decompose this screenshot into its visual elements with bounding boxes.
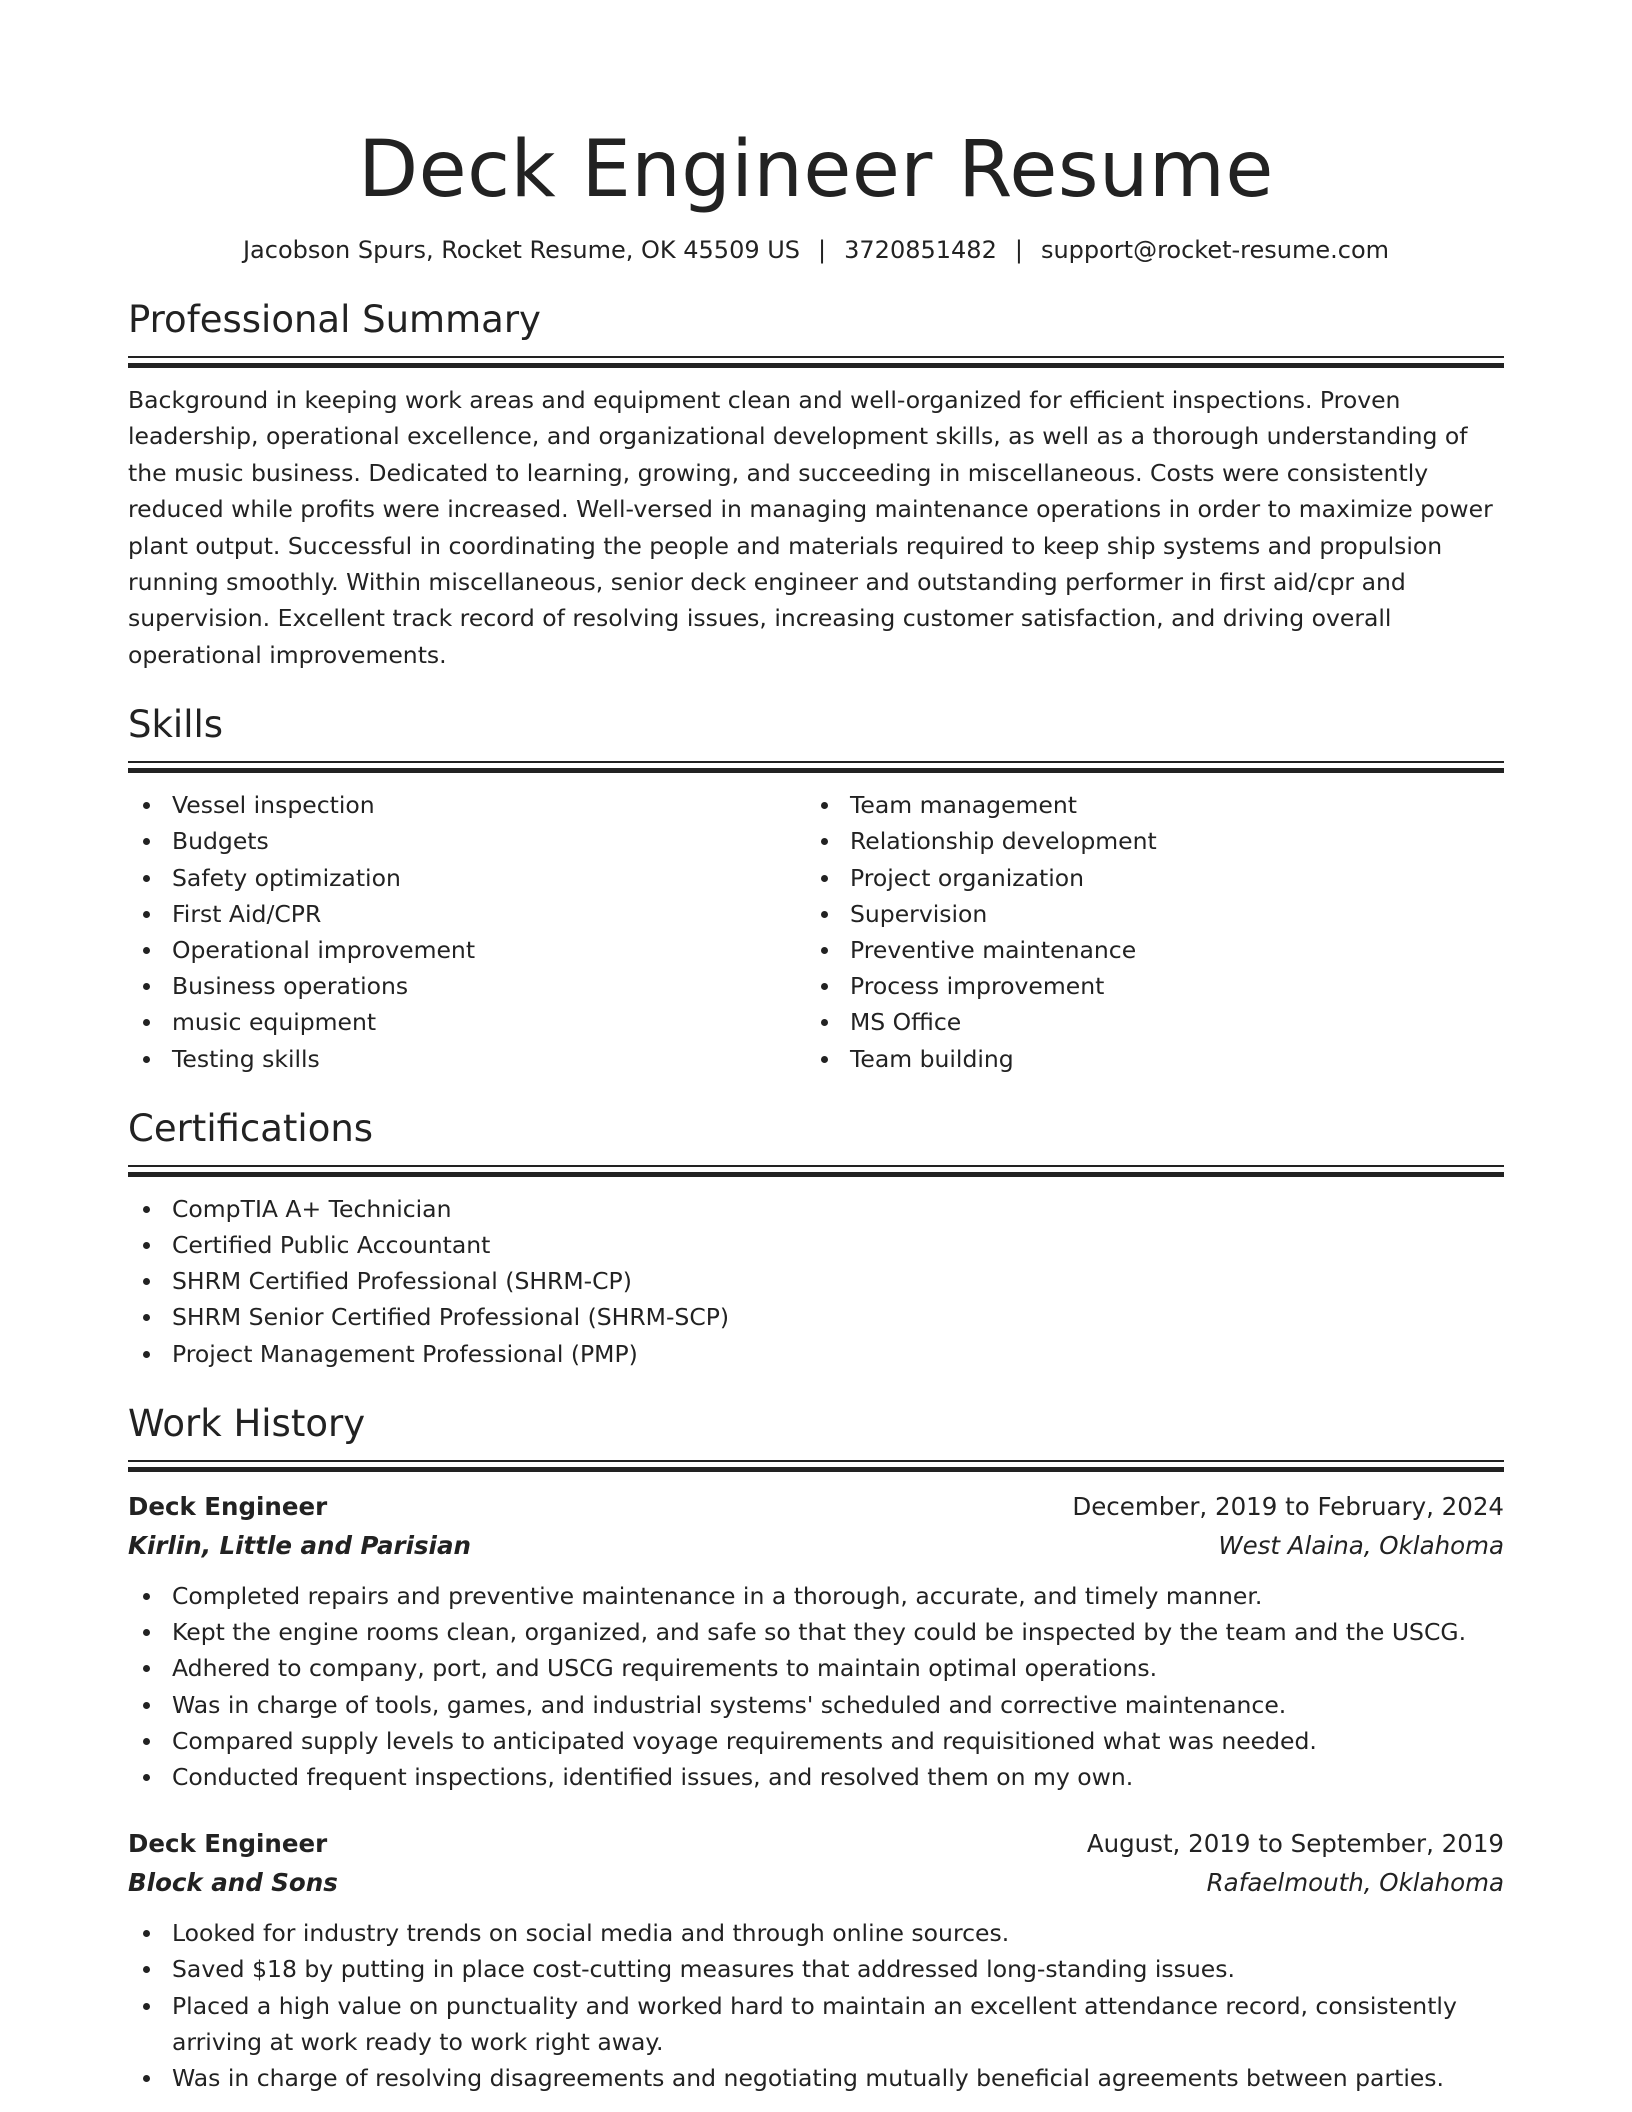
contact-separator: | — [818, 236, 827, 264]
contact-line — [128, 234, 1504, 266]
job-location: West Alaina, Oklahoma — [1218, 1530, 1504, 1560]
skill-item: Testing skills — [128, 1041, 806, 1077]
certification-item: SHRM Senior Certified Professional (SHRM-SCP) — [128, 1299, 1504, 1335]
skills-list-left — [128, 787, 806, 1077]
skill-item: Vessel inspection — [128, 787, 806, 823]
job-duty: Was in charge of tools, games, and industrial systems' scheduled and corrective maintenance. — [128, 1687, 1504, 1723]
skill-item: Business operations — [128, 968, 806, 1004]
job-entry — [128, 1825, 1504, 2096]
skill-item: Team building — [806, 1041, 1484, 1077]
skill-item: music equipment — [128, 1004, 806, 1040]
skill-item: Preventive maintenance — [806, 932, 1484, 968]
skill-item: First Aid/CPR — [128, 896, 806, 932]
job-subheader — [128, 1863, 1504, 1903]
job-duty: Completed repairs and preventive maintenance in a thorough, accurate, and timely manner. — [128, 1578, 1504, 1614]
job-subheader — [128, 1526, 1504, 1566]
resume-title: Deck Engineer Resume — [358, 125, 1274, 215]
certifications-list — [128, 1191, 1504, 1372]
section-title: Professional Summary — [128, 298, 541, 341]
section-title: Certifications — [128, 1106, 374, 1150]
job-location: Rafaelmouth, Oklahoma — [1206, 1868, 1504, 1898]
certification-item: SHRM Certified Professional (SHRM-CP) — [128, 1263, 1504, 1299]
work-history-section — [128, 1400, 1504, 2096]
skill-item: Relationship development — [806, 823, 1484, 859]
job-duty: Saved $18 by putting in place cost-cutting measures that addressed long-standing issues. — [128, 1951, 1504, 1987]
contact-separator: | — [1014, 236, 1023, 264]
job-header — [128, 1825, 1504, 1863]
job-title: Deck Engineer — [128, 1491, 328, 1521]
job-duty: Was in charge of resolving disagreements and negotiating mutually beneficial agreements between parties. — [128, 2060, 1504, 2096]
job-duty: Kept the engine rooms clean, organized, and safe so that they could be inspected by the team and the USCG. — [128, 1614, 1504, 1650]
skill-item: Safety optimization — [128, 860, 806, 896]
job-duty: Conducted frequent inspections, identified issues, and resolved them on my own. — [128, 1759, 1504, 1795]
skill-item: Budgets — [128, 823, 806, 859]
job-duty: Adhered to company, port, and USCG requirements to maintain optimal operations. — [128, 1650, 1504, 1686]
job-duties-list — [128, 1915, 1504, 2096]
skill-item: Project organization — [806, 860, 1484, 896]
job-entry — [128, 1488, 1504, 1795]
contact-phone: 3720851482 — [844, 236, 997, 264]
skill-item: MS Office — [806, 1004, 1484, 1040]
certification-item: Certified Public Accountant — [128, 1227, 1504, 1263]
contact-address: Jacobson Spurs, Rocket Resume, OK 45509 US — [242, 236, 801, 264]
job-company: Kirlin, Little and Parisian — [128, 1530, 471, 1560]
job-title: Deck Engineer — [128, 1829, 328, 1859]
section-divider — [128, 356, 1504, 368]
skills-list-right — [806, 787, 1484, 1077]
section-title: Skills — [128, 703, 224, 747]
skill-item: Process improvement — [806, 968, 1484, 1004]
summary-text: Background in keeping work areas and equipment clean and well-organized for efficient inspections. Proven leadership, operational excellence, and organizational development skills, as well as a thorough understanding of the music business. Dedicated to learning, growing, and succeeding in miscellaneous. Costs were consistently reduced while profits were increased. Well-versed in managing maintenance operations in order to maximize power plant output. Successful in coordinating the people and materials required to keep ship systems and propulsion running smoothly. Within miscellaneous, senior deck engineer and outstanding performer in first aid/cpr and supervision. Excellent track record of resolving issues, increasing customer satisfaction, and driving overall operational improvements. — [128, 386, 1493, 669]
skill-item: Supervision — [806, 896, 1484, 932]
summary-section — [128, 296, 1504, 673]
job-header — [128, 1488, 1504, 1526]
section-title: Work History — [128, 1401, 366, 1445]
skills-section — [128, 701, 1504, 1077]
skills-columns — [128, 787, 1504, 1077]
certifications-section — [128, 1105, 1504, 1372]
section-divider — [128, 1460, 1504, 1472]
skill-item: Team management — [806, 787, 1484, 823]
section-divider — [128, 761, 1504, 773]
certification-item: Project Management Professional (PMP) — [128, 1336, 1504, 1372]
job-duties-list — [128, 1578, 1504, 1795]
resume-content — [128, 0, 1504, 2096]
job-duty: Placed a high value on punctuality and worked hard to maintain an excellent attendance record, consistently arriving at work ready to work right away. — [128, 1988, 1504, 2060]
job-duty: Looked for industry trends on social media and through online sources. — [128, 1915, 1504, 1951]
job-dates: December, 2019 to February, 2024 — [1072, 1491, 1504, 1521]
skill-item: Operational improvement — [128, 932, 806, 968]
job-duty: Compared supply levels to anticipated voyage requirements and requisitioned what was needed. — [128, 1723, 1504, 1759]
certification-item: CompTIA A+ Technician — [128, 1191, 1504, 1227]
job-company: Block and Sons — [128, 1868, 338, 1898]
contact-email: support@rocket-resume.com — [1040, 236, 1390, 264]
section-divider — [128, 1165, 1504, 1177]
job-dates: August, 2019 to September, 2019 — [1086, 1829, 1504, 1859]
